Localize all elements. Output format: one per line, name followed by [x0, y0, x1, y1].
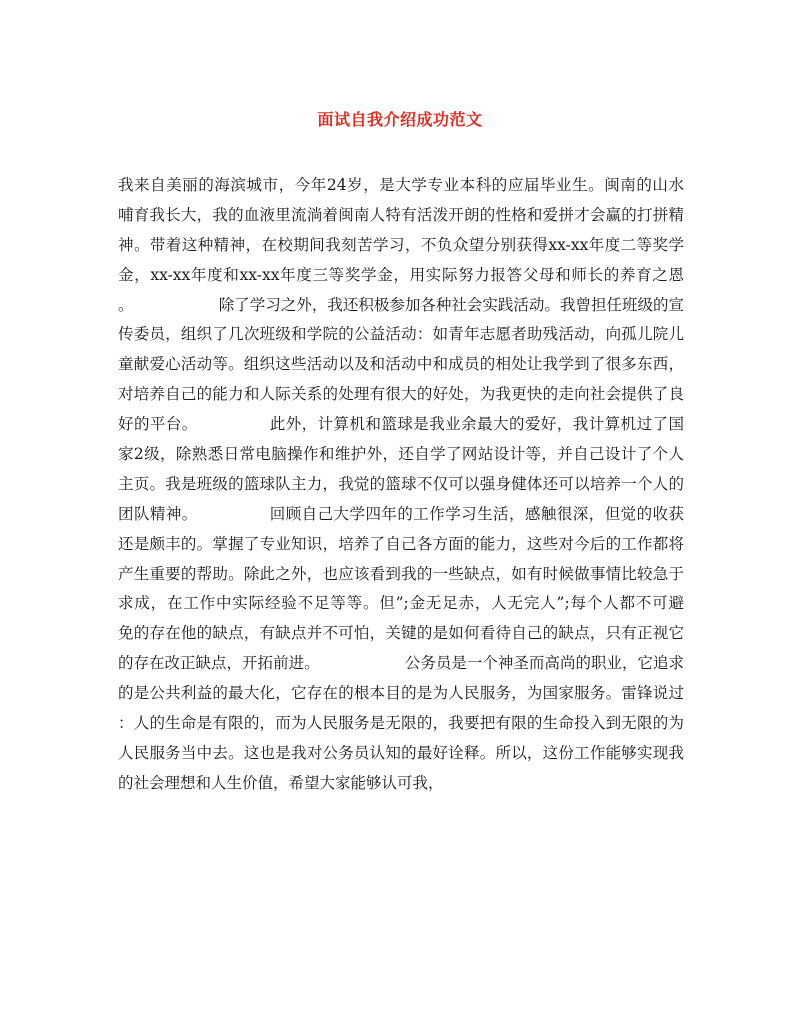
body-line: 的是公共利益的最大化，它存在的根本目的是为人民服务，为国家服务。雷锋说过	[118, 684, 684, 703]
body-line: 童献爱心活动等。组织这些活动以及和活动中和成员的相处让我学到了很多东西，	[118, 355, 684, 374]
body-line: 还是颇丰的。掌握了专业知识，培养了自己各方面的能力，这些对今后的工作都将	[118, 534, 684, 553]
body-line: 的社会理想和人生价值，希望大家能够认可我，	[118, 773, 444, 792]
body-line: 哺育我长大，我的血液里流淌着闽南人特有活泼开朗的性格和爱拼才会赢的打拼精	[118, 205, 684, 224]
body-line: 好的平台。 此外，计算机和篮球是我业余最大的爱好，我计算机过了国	[118, 415, 684, 434]
body-line: 对培养自己的能力和人际关系的处理有很大的好处，为我更快的走向社会提供了良	[118, 385, 684, 404]
body-line: 。 除了学习之外，我还积极参加各种社会实践活动。我曾担任班级的宣	[118, 295, 684, 314]
body-line: 免的存在他的缺点，有缺点并不可怕，关键的是如何看待自己的缺点，只有正视它	[118, 624, 684, 643]
body-line: 神。带着这种精神，在校期间我刻苦学习，不负众望分别获得xx-xx年度二等奖学	[118, 235, 684, 254]
body-line: 我来自美丽的海滨城市，今年24岁，是大学专业本科的应届毕业生。闽南的山水	[118, 176, 684, 194]
body-line: ：人的生命是有限的，而为人民服务是无限的，我要把有限的生命投入到无限的为	[118, 714, 684, 733]
body-line: 人民服务当中去。这也是我对公务员认知的最好诠释。所以，这份工作能够实现我	[118, 743, 684, 762]
body-line: 金，xx-xx年度和xx-xx年度三等奖学金，用实际努力报答父母和师长的养育之恩	[118, 265, 684, 284]
body-line: 产生重要的帮助。除此之外，也应该看到我的一些缺点，如有时候做事情比较急于	[118, 564, 684, 583]
body-line: 求成，在工作中实际经验不足等等。但”;金无足赤，人无完人”;每个人都不可避	[118, 594, 684, 613]
body-line: 传委员，组织了几次班级和学院的公益活动：如青年志愿者助残活动，向孤儿院儿	[118, 325, 684, 344]
body-line: 主页。我是班级的篮球队主力，我觉的篮球不仅可以强身健体还可以培养一个人的	[118, 474, 684, 493]
document-body	[118, 171, 684, 799]
document-title: 面试自我介绍成功范文	[317, 110, 483, 129]
body-line: 家2级，除熟悉日常电脑操作和维护外，还自学了网站设计等，并自己设计了个人	[118, 445, 684, 464]
body-line: 的存在改正缺点，开拓前进。 公务员是一个神圣而高尚的职业，它追求	[118, 654, 684, 673]
body-line: 团队精神。 回顾自己大学四年的工作学习生活，感触很深，但觉的收获	[118, 504, 684, 523]
